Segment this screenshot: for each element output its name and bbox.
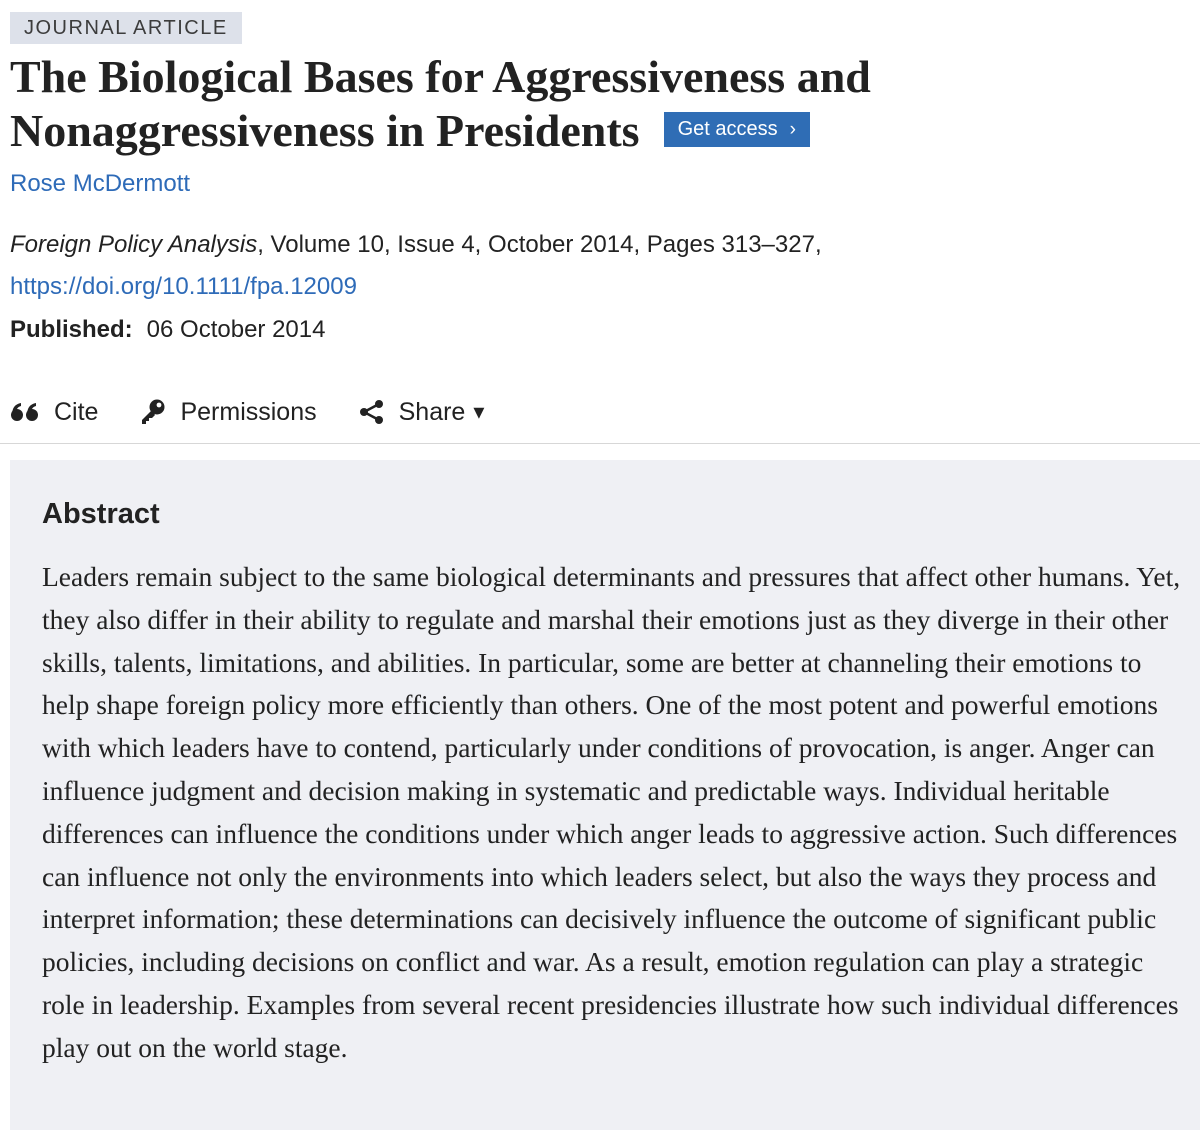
permissions-button[interactable] (140, 398, 316, 427)
published-value: 06 October 2014 (146, 316, 326, 343)
key-icon (140, 398, 166, 426)
article-title-line-1: The Biological Bases for Aggressiveness and (10, 51, 871, 102)
citation-details: , Volume 10, Issue 4, October 2014, Pages 313–327, (257, 231, 822, 258)
share-icon (359, 399, 385, 425)
citation-line (10, 230, 822, 260)
article-title-line-2-text: Nonaggressiveness in Presidents (10, 105, 640, 156)
article-tools (10, 395, 526, 429)
published-label: Published: (10, 316, 133, 343)
share-label: Share (398, 397, 466, 426)
abstract-text: Leaders remain subject to the same biological determinants and pressures that affect other humans. Yet, they also differ in their ability to regulate and marshal their emotions just as they diverge in their other skills, talents, limitations, and abilities. In particular, some are better at channeling their emotions to help shape foreign policy more efficiently than others. One of the most potent and powerful emotions with which leaders have to contend, particularly under conditions of provocation, is anger. Anger can influence judgment and decision making in systematic and predictable ways. Individual heritable differences can influence the conditions under which anger leads to aggressive action. Such differences can influence not only the environments into which leaders select, but also the ways they process and interpret information; these determinations can decisively influence the outcome of significant public policies, including decisions on conflict and war. As a result, emotion regulation can play a strategic role in leadership. Examples from several recent presidencies illustrate how such individual differences play out on the world stage. (42, 561, 1181, 1063)
author-link[interactable]: Rose McDermott (10, 170, 191, 197)
article-title (10, 50, 1010, 158)
get-access-button[interactable] (664, 112, 810, 147)
section-divider (0, 443, 1200, 444)
published-date (10, 316, 325, 344)
article-title-line-2 (10, 104, 1010, 158)
permissions-label: Permissions (180, 397, 317, 426)
doi-link[interactable]: https://doi.org/10.1111/fpa.12009 (10, 273, 357, 300)
journal-name: Foreign Policy Analysis (10, 231, 258, 258)
cite-label: Cite (54, 397, 99, 426)
chevron-right-icon: › (789, 118, 796, 140)
caret-down-icon: ▾ (473, 399, 485, 424)
quote-icon (10, 400, 40, 424)
abstract-heading: Abstract (42, 498, 160, 530)
abstract-section (10, 460, 1200, 1130)
article-type-badge: JOURNAL ARTICLE (10, 12, 242, 44)
share-button[interactable] (359, 398, 485, 427)
get-access-label: Get access (677, 117, 778, 140)
cite-button[interactable] (10, 398, 98, 427)
